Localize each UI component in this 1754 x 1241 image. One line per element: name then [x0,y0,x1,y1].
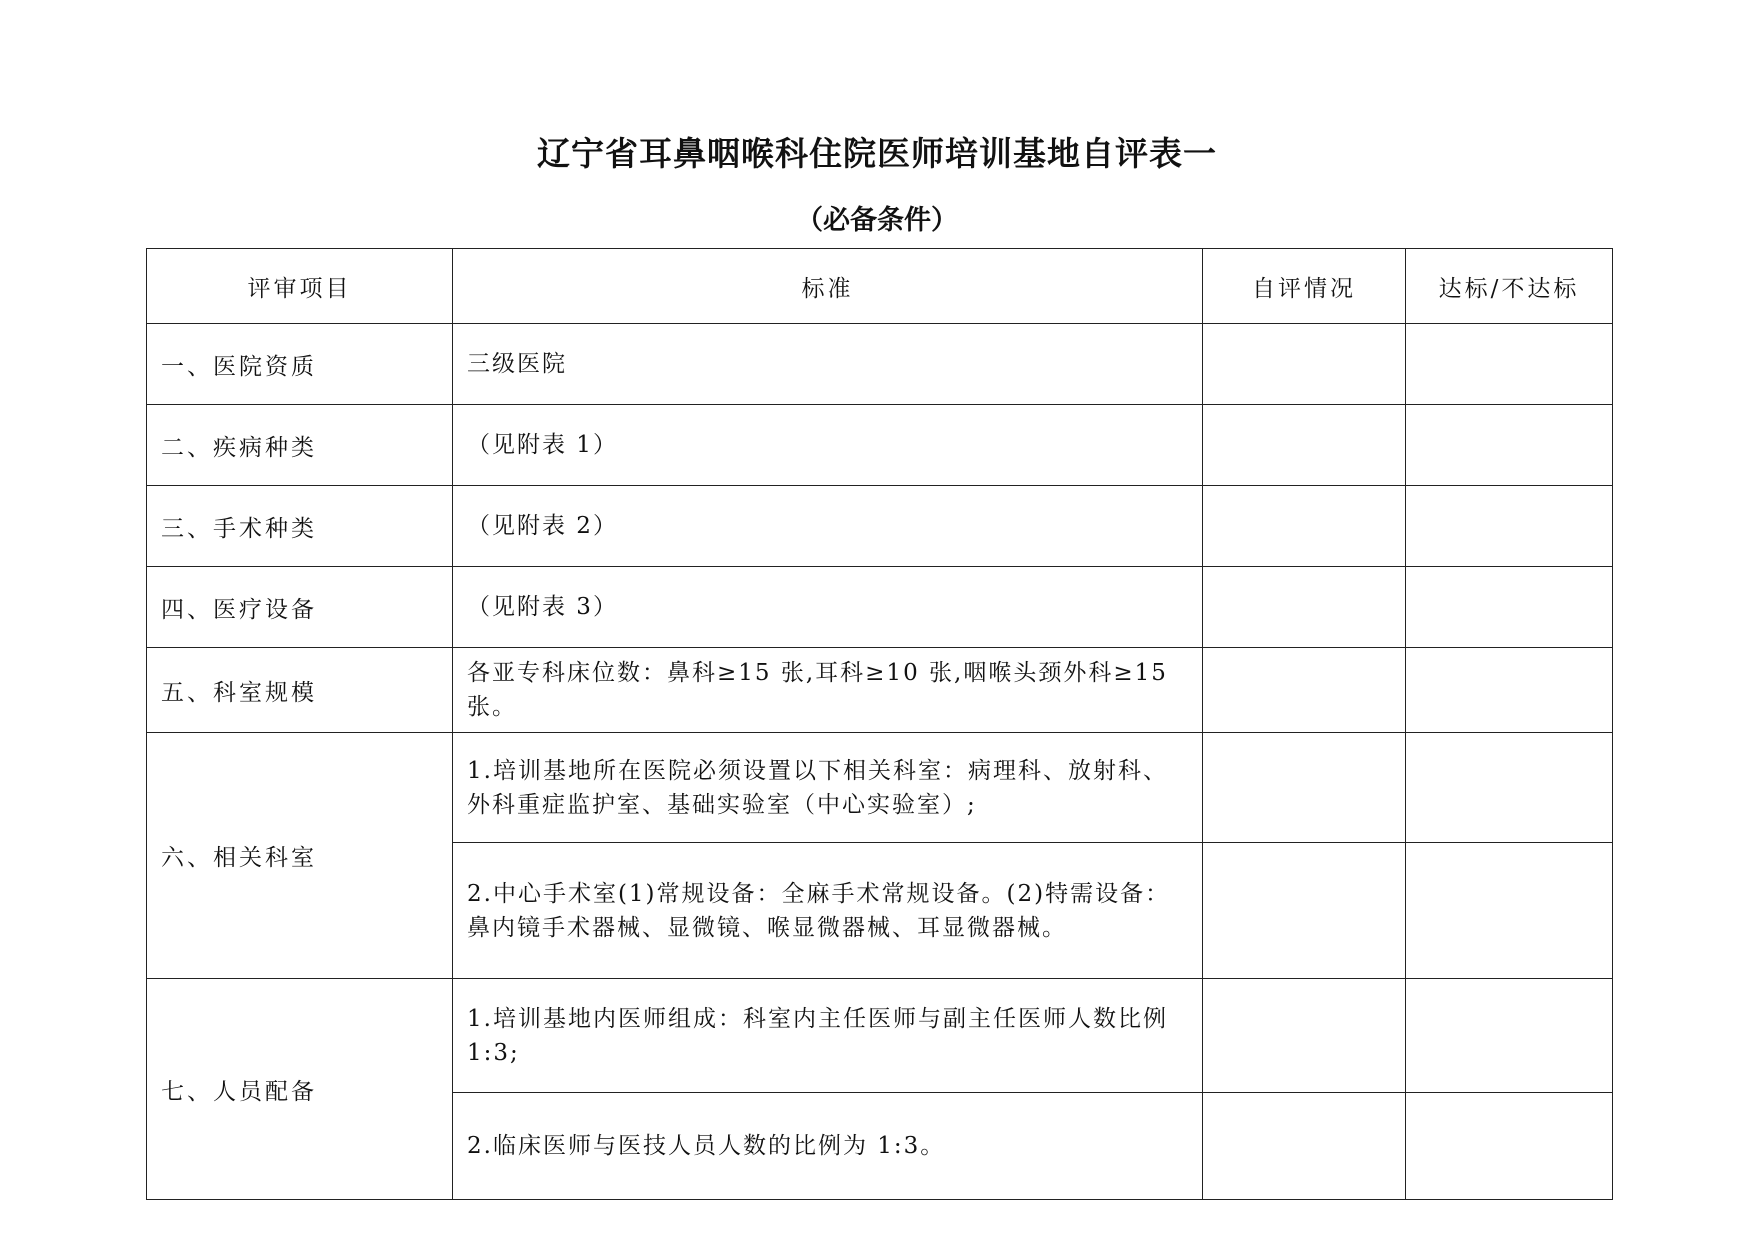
table-header-row [147,249,1613,324]
table-row [147,733,1613,843]
pass-fail-cell[interactable] [1406,1093,1613,1200]
table-row [147,405,1613,486]
row-standard-text: （见附表 3） [453,567,1203,648]
self-evaluation-cell[interactable] [1203,486,1406,567]
pass-fail-cell[interactable] [1406,733,1613,843]
self-evaluation-cell[interactable] [1203,324,1406,405]
header-standard: 标准 [453,249,1203,324]
row-item-label: 一、医院资质 [147,324,453,405]
table-row [147,648,1613,733]
header-self-evaluation: 自评情况 [1203,249,1406,324]
header-review-item: 评审项目 [147,249,453,324]
row-item-label: 四、医疗设备 [147,567,453,648]
self-evaluation-cell[interactable] [1203,843,1406,979]
pass-fail-cell[interactable] [1406,843,1613,979]
pass-fail-cell[interactable] [1406,405,1613,486]
self-evaluation-cell[interactable] [1203,979,1406,1093]
row-standard-text: 1.培训基地所在医院必须设置以下相关科室：病理科、放射科、外科重症监护室、基础实验室（中心实验室）; [453,733,1203,843]
row-item-label: 五、科室规模 [147,648,453,733]
row-item-label: 三、手术种类 [147,486,453,567]
row-standard-text: 2.中心手术室(1)常规设备：全麻手术常规设备。(2)特需设备：鼻内镜手术器械、显微镜、喉显微器械、耳显微器械。 [453,843,1203,979]
table-row [147,486,1613,567]
row-standard-text: （见附表 1） [453,405,1203,486]
self-evaluation-cell[interactable] [1203,733,1406,843]
table-row [147,324,1613,405]
row-item-label: 六、相关科室 [147,733,453,979]
row-item-label: 七、人员配备 [147,979,453,1200]
pass-fail-cell[interactable] [1406,979,1613,1093]
row-standard-text: 2.临床医师与医技人员人数的比例为 1:3。 [453,1093,1203,1200]
pass-fail-cell[interactable] [1406,648,1613,733]
pass-fail-cell[interactable] [1406,486,1613,567]
row-standard-text: 1.培训基地内医师组成：科室内主任医师与副主任医师人数比例 1:3; [453,979,1203,1093]
table-row [147,567,1613,648]
self-evaluation-cell[interactable] [1203,567,1406,648]
row-standard-text: 三级医院 [453,324,1203,405]
pass-fail-cell[interactable] [1406,567,1613,648]
document-title: 辽宁省耳鼻咽喉科住院医师培训基地自评表一 [537,134,1217,173]
header-pass-fail: 达标/不达标 [1406,249,1613,324]
pass-fail-cell[interactable] [1406,324,1613,405]
row-item-label: 二、疾病种类 [147,405,453,486]
table-row [147,979,1613,1093]
self-evaluation-cell[interactable] [1203,648,1406,733]
row-standard-text: （见附表 2） [453,486,1203,567]
document-subtitle: （必备条件） [796,205,958,236]
self-evaluation-cell[interactable] [1203,405,1406,486]
self-evaluation-cell[interactable] [1203,1093,1406,1200]
self-evaluation-table [146,248,1613,1200]
row-standard-text: 各亚专科床位数：鼻科≥15 张,耳科≥10 张,咽喉头颈外科≥15 张。 [453,648,1203,733]
